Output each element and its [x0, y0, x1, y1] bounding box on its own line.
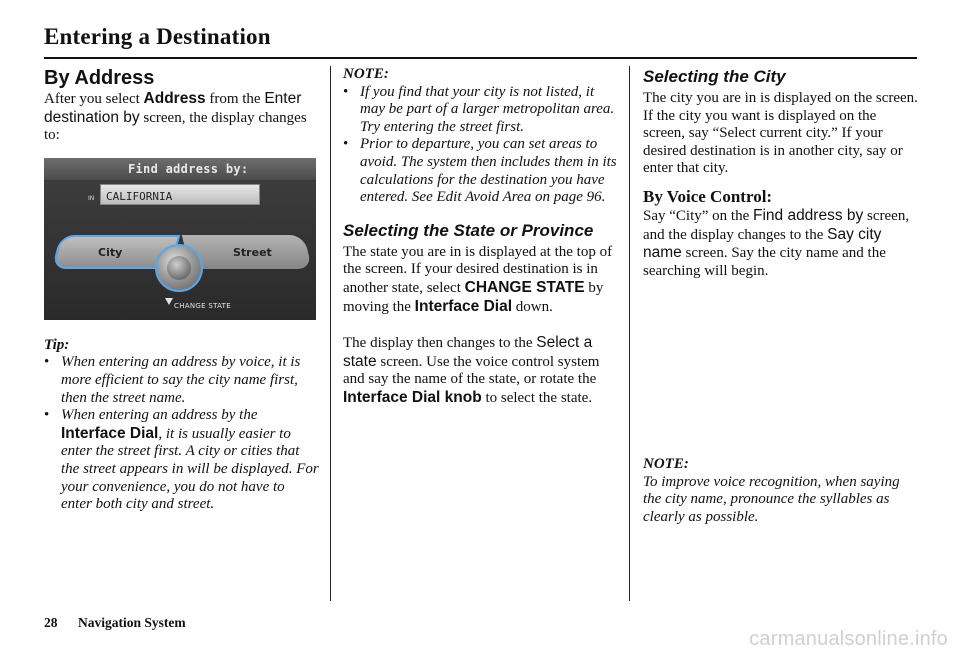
column-divider-2	[629, 66, 630, 601]
state-p2-text-3: to select the state.	[481, 389, 593, 406]
title-divider	[44, 57, 917, 59]
voice-control-heading: By Voice Control:	[643, 186, 773, 206]
section-heading-state: Selecting the State or Province	[343, 220, 594, 240]
watermark: carmanualsonline.info	[749, 628, 948, 650]
state-p1-text-1: The state you are in is displayed at the top of the screen. If your desired destination is in another state, select	[343, 243, 613, 296]
intro-screen-term: Enter destination by	[44, 90, 302, 126]
note-item-1: • If you find that your city is not listed, it may be part of a larger metropolitan area. Try entering the street first.	[343, 84, 618, 137]
page-title: Entering a Destination	[44, 24, 271, 49]
screenshot-header-bar	[44, 158, 316, 180]
footer-section-title: Navigation System	[78, 615, 186, 630]
screenshot-change-state-hint: CHANGE STATE	[174, 301, 231, 310]
city-p2-text-2: screen, and the display changes to the	[643, 207, 910, 243]
tip2-text-1: When entering an address by the	[61, 407, 258, 424]
intro-text-3: screen, the display changes to:	[44, 109, 307, 144]
city-note	[643, 456, 918, 526]
interface-dial-icon	[155, 244, 203, 292]
tip2-text-2: , it is usually easier to enter the street first. A city or cities that the street appears in will be displayed. For your convenience, you do not have to enter both city and street.	[61, 425, 319, 513]
city-p2-text-1: Say “City” on the	[643, 207, 753, 224]
city-p2-say-city-term: Say city name	[643, 225, 882, 262]
state-paragraph-2	[343, 334, 618, 407]
city-note-text: To improve voice recognition, when saying the city name, pronounce the syllables as clearly as possible.	[643, 473, 900, 525]
dial-center-icon	[167, 256, 191, 280]
screenshot-header-text: Find address by:	[128, 161, 249, 176]
tip-list	[44, 354, 319, 513]
state-p1-text-2: by moving the	[343, 279, 604, 315]
city-paragraph-1: The city you are in is displayed on the screen. If the city you want is displayed on the screen, say “Select current city.” If your desired destination is in another city, say or enter that city.	[643, 90, 918, 177]
tip2-dial-term: Interface Dial	[61, 424, 159, 442]
tip-item-1: • When entering an address by voice, it is more efficient to say the city name first, then the street name.	[44, 354, 319, 407]
state-p1-change-state-term: CHANGE STATE	[464, 278, 585, 296]
screenshot-city-label: City	[98, 245, 123, 259]
note-item-2: • Prior to departure, you can set areas to avoid. The system then includes them in its calculations for the destination you have entered. See Edit Avoid Area on page 96.	[343, 136, 618, 206]
state-p1-text-3: down.	[512, 298, 553, 315]
intro-address-term: Address	[143, 90, 206, 107]
screenshot-state-label: IN	[88, 194, 95, 202]
down-arrow-icon	[165, 298, 173, 305]
screenshot-state-value: CALIFORNIA	[106, 189, 173, 203]
city-paragraph-2	[643, 207, 918, 280]
column-divider-1	[330, 66, 331, 601]
find-address-screenshot	[44, 158, 316, 320]
state-p2-dial-knob-term: Interface Dial knob	[343, 388, 482, 406]
page-number: 28	[44, 615, 58, 630]
column-2	[343, 66, 618, 408]
state-p2-text-2: screen. Use the voice control system and say the name of the state, or rotate the	[343, 353, 600, 388]
section-heading-city: Selecting the City	[643, 67, 786, 86]
column-3	[643, 66, 918, 280]
screenshot-street-label: Street	[233, 245, 272, 259]
state-p2-text-1: The display then changes to the	[343, 335, 537, 352]
state-paragraph-1	[343, 244, 618, 316]
state-p2-select-state-term: Select a state	[343, 334, 593, 370]
tip-item-2	[44, 407, 319, 514]
note-label: NOTE:	[343, 66, 389, 82]
page-footer	[44, 615, 186, 631]
screenshot-state-field	[100, 184, 260, 205]
city-p2-text-3: screen. Say the city name and the searching will begin.	[643, 245, 886, 279]
note-list	[343, 84, 618, 207]
section-heading-by-address: By Address	[44, 67, 155, 89]
city-p2-find-address-term: Find address by	[752, 206, 864, 224]
intro-paragraph	[44, 90, 319, 145]
intro-text-2: from the	[205, 91, 265, 107]
city-note-label: NOTE:	[643, 456, 689, 472]
state-p1-dial-term: Interface Dial	[414, 297, 513, 315]
tip-label: Tip:	[44, 336, 70, 353]
column-1	[44, 66, 319, 514]
intro-text-1: After you select	[44, 91, 144, 107]
